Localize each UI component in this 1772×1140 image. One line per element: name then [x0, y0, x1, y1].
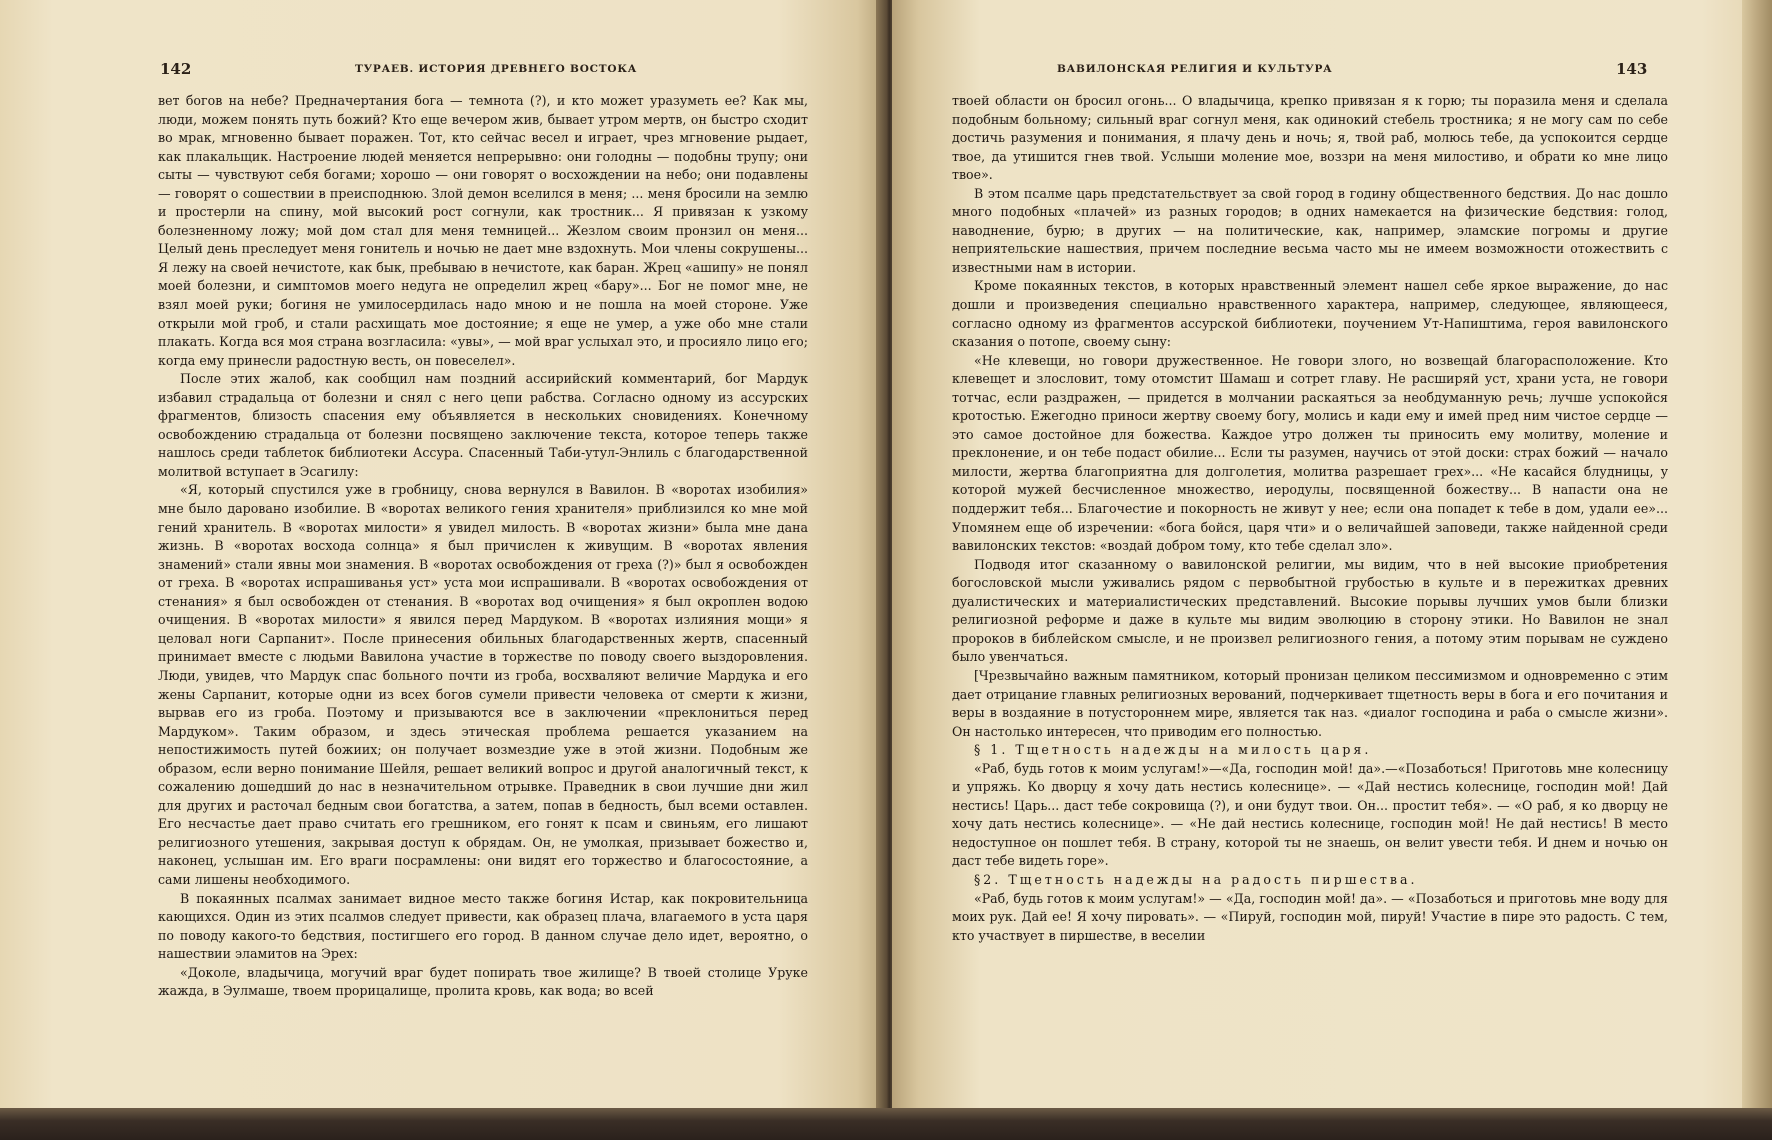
right-paragraph: «Раб, будь готов к моим услугам!» — «Да, господин мой! да». — «Позаботься и приготовь мне воду для моих рук. Дай ее! Я хочу пировать». — «Пируй, господин мой, пируй! Участие в пире это радость. С тем, кто участвует в пиршестве, в веселии: [952, 890, 1668, 943]
right-page-header: [952, 60, 1672, 80]
section-heading: § 1. Тщетность надежды на милость царя.: [974, 742, 1372, 758]
left-page-header: [160, 60, 810, 80]
right-paragraph: [Чрезвычайно важным памятником, который пронизан целиком пессимизмом и одновременно с этим дает отрицание главных религиозных верований, подчеркивает тщетность веры в бога и его почитания и веры в воздаяние в потустороннем мире, является так наз. «диалог господина и раба о смысле жизни». Он настолько интересен, что приводим его полностью.: [952, 667, 1668, 739]
left-paragraph: После этих жалоб, как сообщил нам поздний ассирийский комментарий, бог Мардук избавил страдальца от болезни и снял с него цепи рабства. Согласно одному из ассурских фрагментов, близость спасения ему объявляется в нескольких сновидениях. Конечному освобождению страдальца от болезни посвящено заключение текста, которое теперь также нашлось среди таблеток библиотеки Ассура. Спасенный Таби-утул-Энлиль с благодарственной молитвой вступает в Эсагилу:: [158, 371, 808, 479]
right-paragraph: Кроме покаянных текстов, в которых нравственный элемент нашел себе яркое выражение, до нас дошли и произведения специально нравственного характера, например, следующее, являющееся, согласно одному из фрагментов ассурской библиотеки, поучением Ут-Напиштима, героя вавилонского сказания о потопе, своему сыну:: [952, 278, 1668, 350]
left-page: [0, 0, 884, 1120]
left-page-number: 142: [160, 60, 192, 78]
left-page-text: [158, 92, 808, 1001]
right-running-head: ВАВИЛОНСКАЯ РЕЛИГИЯ И КУЛЬТУРА: [1057, 63, 1333, 75]
right-paragraph: «Раб, будь готов к моим услугам!»—«Да, господин мой! да».—«Позаботься! Приготовь мне колесницу и упряжь. Ко дворцу я хочу дать нестись колеснице». — «Дай нестись колеснице, господин мой! Дай нестись! Царь... даст тебе сокровища (?), и они будут твои. Он... простит тебя». — «О раб, я ко дворцу не хочу дать нестись колеснице». — «Не дай нестись колеснице, господин мой! Не дай нестись! В место недоступное он пошлет тебя. В страну, которой ты не знаешь, он велит увести тебя. И днем и ночью он даст тебе видеть горе».: [952, 760, 1668, 869]
left-running-head: ТУРАЕВ. ИСТОРИЯ ДРЕВНЕГО ВОСТОКА: [355, 63, 638, 75]
left-paragraph: «Я, который спустился уже в гробницу, снова вернулся в Вавилон. В «воротах изобилия» мне было даровано изобилие. В «воротах великого гения хранителя» приблизился ко мне мой гений хранитель. В «воротах милости» я увидел милость. В «воротах жизни» была мне дана жизнь. В «воротах восхода солнца» я был причислен к живущим. В «воротах явления знамений» стали явны мои знамения. В «воротах освобождения от греха (?)» был я освобожден от греха. В «воротах испрашиванья уст» уста мои испрашивали. В «воротах освобождения от стенания» я был освобожден от стенания. В «воротах вод очищения» я был окроплен водою очищения. В «воротах милости» я явился перед Мардуком. В «воротах излияния мощи» я целовал ноги Сарпанит». После принесения обильных благодарственных жертв, спасенный принимает вместе с людьми Вавилона участие в торжестве по поводу своего выздоровления. Люди, увидев, что Мардук спас больного почти из гроба, восхваляют величие Мардука и его жены Сарпанит, которые одни из всех богов сумели привести человека от смерти к жизни, вырвав его из гроба. Поэтому и призываются все в заключении «преклониться перед Мардуком». Таким образом, и здесь этическая проблема решается указанием на непостижимость путей божиих; он получает возмездие уже в этой жизни. Подобным же образом, если верно понимание Шейля, решает великий вопрос и другой аналогичный текст, к сожалению дошедший до нас в незначительном отрывке. Праведник в свои лучшие дни жил для других и расточал бедным свои богатства, а затем, попав в бедность, был всеми оставлен. Его несчастье дает право считать его грешником, его гонят к псам и свиньям, его лишают религиозного утешения, закрывая доступ к обрядам. Он, не умолкая, призывает божество и, наконец, услышан им. Его враги посрамлены: они видят его торжество и благосостояние, а сами лишены необходимого.: [158, 482, 808, 887]
right-paragraph: Подводя итог сказанному о вавилонской религии, мы видим, что в ней высокие приобретения богословской мысли уживались рядом с первобытной грубостью в культе и в пережитках древних дуалистических и материалистических представлений. Высокие порывы лучших умов были близки религиозной реформе и даже в культе мы видим эволюцию в сторону этики. Но Вавилон не знал пророков в библейском смысле, и не произвел религиозного гения, а потому этим порывам не суждено было увенчаться.: [952, 556, 1668, 665]
right-page-number: 143: [1616, 60, 1648, 78]
right-paragraph: В этом псалме царь предстательствует за свой город в годину общественного бедствия. До нас дошло много подобных «плачей» из разных городов; в одних намекается на физические бедствия: голод, наводнение, бурю; в других — на политические, как, например, эламские погромы и другие неприятельские нашествия, причем последние весьма часто мы не имеем возможности отожествить с известными нам в истории.: [952, 185, 1668, 275]
right-paragraph: твоей области он бросил огонь... О владычица, крепко привязан я к горю; ты поразила меня и сделала подобным больному; сильный враг согнул меня, как одинокий стебель тростника; я не могу сам по себе достичь разумения и понимания, я плачу день и ночь; я, твой раб, молюсь тебе, да успокоится сердце твое, да утишится гнев твой. Услыши моление мое, воззри на меня милостиво, и обрати ко мне лицо твое».: [952, 93, 1668, 183]
section-heading: §2. Тщетность надежды на радость пиршества.: [974, 871, 1418, 887]
page-stack-edge: [1742, 0, 1772, 1120]
left-paragraph: «Доколе, владычица, могучий враг будет попирать твое жилище? В твоей столице Уруке жажда, в Эулмаше, твоем прорицалище, пролита кровь, как вода; во всей: [158, 964, 808, 999]
right-paragraph: «Не клевещи, но говори дружественное. Не говори злого, но возвещай благорасположение. Кто клевещет и злословит, тому отомстит Шамаш и сотрет главу. Не расширяй уст, храни уста, не говори тотчас, если раздражен, — придется в молчании раскаяться за необдуманную речь; лучше успокойся кротостью. Ежегодно приноси жертву своему богу, молись и кади ему и имей пред ним чистое сердце — это самое достойное для божества. Каждое утро должен ты приносить ему молитву, моление и преклонение, и он тебе подаст обилие... Если ты разумен, научись от этой доски: страх божий — начало милости, жертва благоприятна для долголетия, молитва разрешает грех»... «Не касайся блудницы, у которой мужей бесчисленное множество, иеродулы, посвященной божеству... В напасти она не поддержит тебя... Благочестие и покорность не живут у нее; если она попадет к тебе в дом, удали ее»... Упомянем еще об изречении: «бога бойся, царя чти» и о величайшей заповеди, также найденной среди вавилонских текстов: «воздай добром тому, кто тебе сделал зло».: [952, 352, 1668, 554]
right-page-text: [952, 92, 1668, 945]
book-cover-edge: [0, 1108, 1772, 1140]
left-paragraph: вет богов на небе? Предначертания бога — темнота (?), и кто может уразуметь ее? Как мы, люди, можем понять путь божий? Кто еще вечером жив, бывает утром мертв, он быстро сходит во мрак, мгновенно бывает поражен. Тот, кто сейчас весел и играет, чрез мгновение рыдает, как плакальщик. Настроение людей меняется непрерывно: они голодны — подобны трупу; они сыты — чувствуют себя богами; хорошо — они говорят о восхождении на небо; они подавлены — говорят о сошествии в преисподнюю. Злой демон вселился в меня; ... меня бросили на землю и простерли на спину, мой высокий рост согнули, как тростник... Я привязан к узкому болезненному ложу; мой дом стал для меня темницей... Жезлом своим пронзил он меня... Целый день преследует меня гонитель и ночью не дает мне вздохнуть. Мои члены сокрушены... Я лежу на своей нечистоте, как бык, пребываю в нечистоте, как баран. Жрец «ашипу» не понял моей болезни, и симптомов моего недуга не определил жрец «бару»... Бог не помог мне, не взял моей руки; богиня не умилосердилась надо мною и не пошла на моей стороне. Уже открыли мой гроб, и стали расхищать мое достояние; я еще не умер, а уже обо мне стали плакать. Когда вся моя страна возгласила: «увы», — мой враг услыхал это, и просияло лицо его; когда ему принесли радостную весть, он повеселел».: [158, 93, 808, 368]
right-page: [892, 0, 1772, 1120]
left-paragraph: В покаянных псалмах занимает видное место также богиня Истар, как покровительница кающихся. Один из этих псалмов следует привести, как образец плача, влагаемого в уста царя по поводу какого-то бедствия, постигшего его город. В данном случае дело идет, вероятно, о нашествии эламитов на Эрех:: [158, 890, 808, 962]
